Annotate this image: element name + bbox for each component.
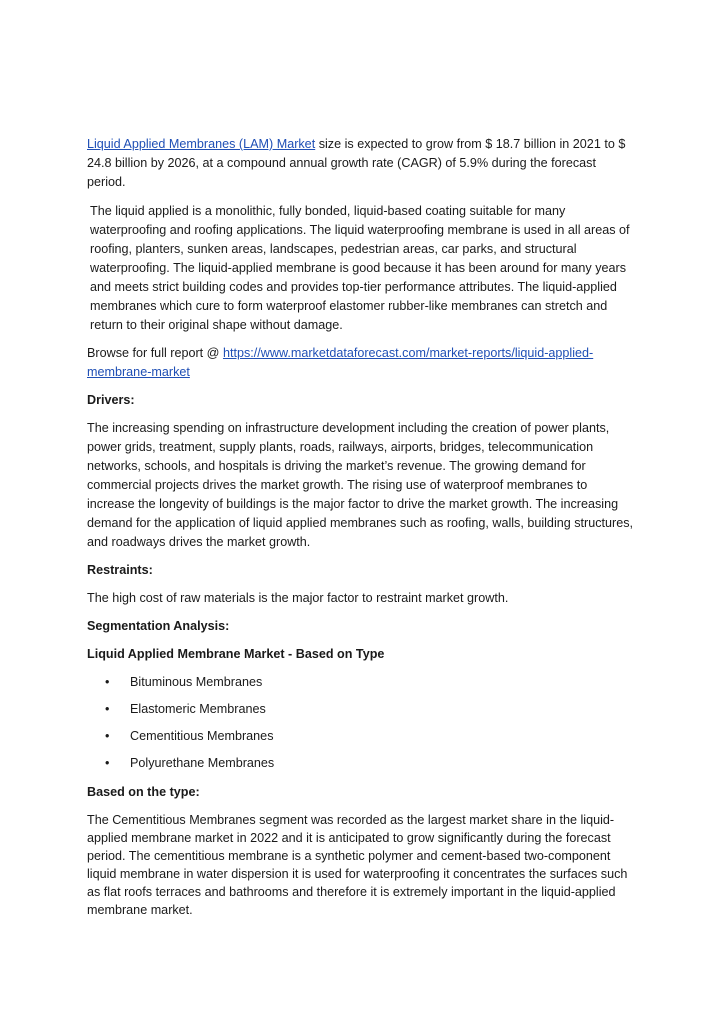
list-item [87, 727, 635, 754]
segmentation-heading: Segmentation Analysis: [87, 619, 230, 633]
type-list [87, 673, 635, 781]
document-page [87, 135, 635, 928]
market-title-link[interactable]: Liquid Applied Membranes (LAM) Market [87, 137, 316, 151]
bullet-icon: • [105, 729, 110, 743]
browse-paragraph [87, 344, 635, 382]
list-item-label: Elastomeric Membranes [130, 702, 266, 716]
based-on-type-paragraph: The Cementitious Membranes segment was recorded as the largest market share in the liquid-applied membrane market in 2022 and it is anticipated to grow significantly during the forecast period. The cementitious membrane is a synthetic polymer and cement-based two-component liquid membrane in water dispersion it is used for waterproofing it concentrates the surfaces such as flat roofs terraces and bathrooms and therefore it is extremely important in the liquid-applied membrane market. [87, 813, 628, 917]
list-item-label: Bituminous Membranes [130, 675, 263, 689]
bullet-icon: • [105, 702, 110, 716]
restraints-paragraph: The high cost of raw materials is the major factor to restraint market growth. [87, 591, 509, 605]
based-on-type-heading: Based on the type: [87, 785, 200, 799]
list-item-label: Cementitious Membranes [130, 729, 274, 743]
bullet-icon: • [105, 756, 110, 770]
type-subheading: Liquid Applied Membrane Market - Based on Type [87, 647, 385, 661]
list-item [87, 700, 635, 727]
intro-paragraph [87, 135, 635, 192]
intro-text: size is expected to grow from $ 18.7 billion in 2021 to $ 24.8 billion by 2026, at a compound annual growth rate (CAGR) of 5.9% during the forecast period. [87, 137, 626, 189]
list-item-label: Polyurethane Membranes [130, 756, 275, 770]
drivers-heading: Drivers: [87, 393, 135, 407]
list-item [87, 754, 635, 781]
list-item [87, 673, 635, 700]
restraints-heading: Restraints: [87, 563, 153, 577]
full-report-link[interactable]: https://www.marketdataforecast.com/market-reports/liquid-applied-membrane-market [87, 346, 594, 379]
bullet-icon: • [105, 675, 110, 689]
description-paragraph: The liquid applied is a monolithic, fully bonded, liquid-based coating suitable for many waterproofing and roofing applications. The liquid waterproofing membrane is used in all areas of roofing, planters, sunken areas, landscapes, pedestrian areas, car parks, and structural waterproofing. The liquid-applied membrane is good because it has been around for many years and meets strict building codes and provides top-tier performance attributes. The liquid-applied membranes which cure to form waterproof elastomer rubber-like membranes can stretch and return to their original shape without damage. [90, 204, 630, 332]
drivers-paragraph: The increasing spending on infrastructure development including the creation of power plants, power grids, treatment, supply plants, roads, railways, airports, bridges, telecommunication networks, schools, and hospitals is driving the market’s revenue. The growing demand for commercial projects drives the market growth. The rising use of waterproof membranes to increase the longevity of buildings is the major factor to drive the market growth. The increasing demand for the application of liquid applied membranes such as roofing, walls, building structures, and roadways drives the market growth. [87, 421, 634, 549]
browse-prefix: Browse for full report @ [87, 346, 223, 360]
